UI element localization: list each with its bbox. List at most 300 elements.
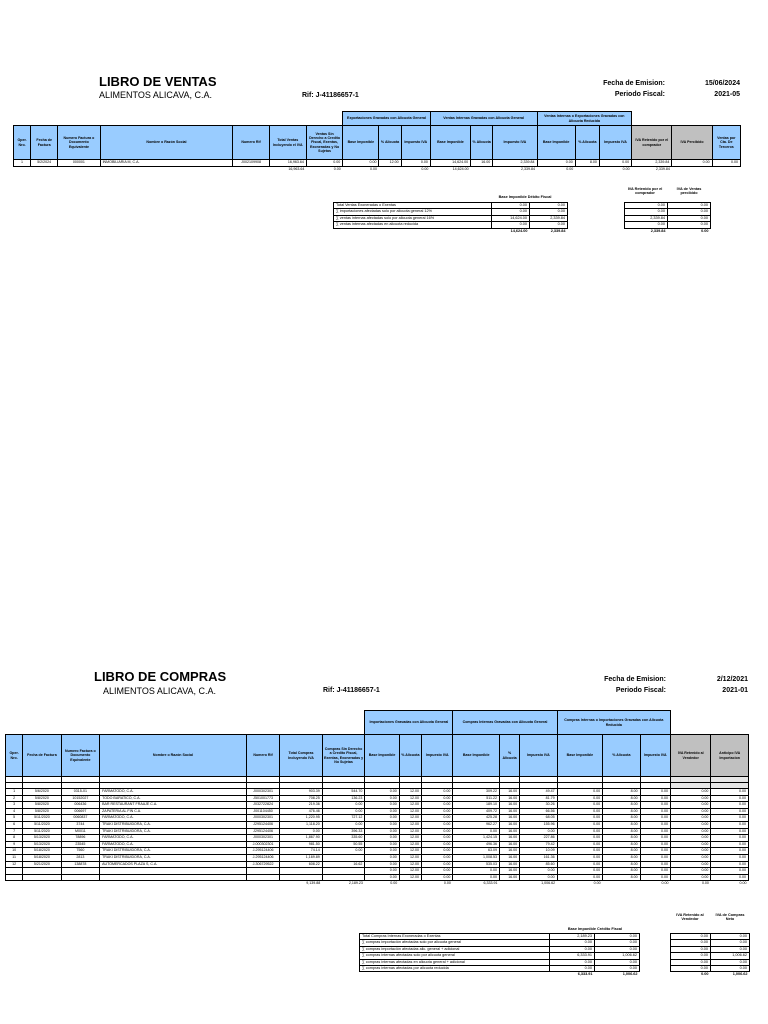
cell-fecha: 5/13/2020	[23, 841, 61, 848]
cell-fecha: 5/8/2020	[23, 808, 61, 815]
cell-numero	[61, 868, 99, 875]
ventas-group-internas: Ventas Internas Gravadas con Alicuota General	[430, 112, 537, 126]
total-cell	[399, 881, 421, 887]
summary-imp: 0.00	[530, 203, 568, 209]
cell-total: 608.22	[280, 861, 323, 868]
cell-alic1: 12.00	[399, 868, 421, 875]
cell-base1: 0.00	[343, 160, 379, 167]
cell-retenido: 0.00	[670, 828, 710, 835]
compras-group-internas: Compras Internas Gravadas con Alicuota General	[453, 711, 557, 735]
cell-alic3: 8.00	[603, 848, 640, 855]
cell-alic3: 8.00	[603, 861, 640, 868]
table-row	[6, 795, 749, 802]
cell-rif	[246, 868, 279, 875]
cell-imp3: 0.00	[640, 789, 670, 796]
total-cell: 1,006.62	[541, 881, 556, 886]
cell-alic2: 16.00	[499, 868, 519, 875]
total-cell: 0.00	[739, 881, 747, 886]
cell-alic3: 8.00	[603, 789, 640, 796]
cell-base2: 14,624.00	[430, 160, 470, 167]
table-row	[6, 789, 749, 796]
cell-imp3: 0.00	[640, 821, 670, 828]
cell-base1: 0.00	[365, 808, 399, 815]
cell-anticipo: 0.00	[711, 828, 749, 835]
cell-alic1: 12.00	[399, 841, 421, 848]
summary-side-val: 0.00	[711, 934, 750, 940]
cell-base2: 0.00	[453, 874, 500, 881]
compras-fecha-value: 2/12/2021	[716, 676, 748, 683]
cell-nombre: INMOBILIARIA M, C.A.	[100, 160, 233, 167]
cell-nombre: TODO BARATICO, C.A.	[100, 795, 247, 802]
cell-sin-derecho: 396.33	[322, 828, 365, 835]
cell-imp3: 0.00	[640, 828, 670, 835]
cell-retenido: 0.00	[670, 789, 710, 796]
cell-retenido: 0.00	[670, 821, 710, 828]
summary-base: 0.00	[550, 959, 595, 965]
table-row	[6, 854, 749, 861]
cell-alic1: 12.00	[379, 160, 401, 167]
summary-total-row	[360, 972, 640, 978]
summary-side-total: 0.00	[701, 972, 709, 977]
table-row	[14, 160, 741, 167]
cell-alic3: 8.00	[603, 828, 640, 835]
table-row	[6, 815, 749, 822]
summary-side-total: 2,339.84	[650, 228, 666, 233]
compras-fecha-label: Fecha de Emision:	[604, 676, 666, 683]
cell-base3: 0.00	[557, 802, 603, 809]
cell-alic2: 16.00	[471, 160, 493, 167]
cell-oper: 2	[6, 795, 23, 802]
summary-side-val: 0.00	[668, 215, 711, 221]
cell-base3: 0.00	[557, 854, 603, 861]
total-cell: 2,339.84	[655, 166, 670, 171]
compras-ledger-table	[5, 710, 749, 887]
cell-fecha	[23, 874, 61, 881]
compras-col-imp1: Impuesto IVA	[422, 735, 453, 777]
cell-nombre: TRAKI DISTRIBUIDORA, C.A.	[100, 854, 247, 861]
cell-rif: J032722824	[246, 802, 279, 809]
total-cell: 0.00	[443, 881, 451, 886]
cell-numero: M0011	[61, 828, 99, 835]
summary-label: ∑ importaciones afectadas solo por alicuota general 12%	[334, 209, 492, 215]
cell-retenido: 0.00	[670, 854, 710, 861]
cell-total: 74.14	[280, 848, 323, 855]
cell-imp1: 0.00	[422, 861, 453, 868]
summary-side-val: 0.00	[625, 209, 668, 215]
ventas-col-base1: Base Imponible	[343, 126, 379, 160]
compras-col-anticipo: Anticipo IVA Importacion	[711, 735, 749, 777]
cell-numero: 2813	[61, 854, 99, 861]
cell-base1: 0.00	[365, 815, 399, 822]
cell-imp1: 0.00	[422, 815, 453, 822]
cell-anticipo: 0.00	[711, 841, 749, 848]
compras-col-alic2: % Alicuota	[499, 735, 519, 777]
table-row	[6, 861, 749, 868]
cell-numero: 7560	[61, 848, 99, 855]
cell-imp2: 49.47	[520, 789, 557, 796]
table-row	[6, 848, 749, 855]
cell-alic1: 12.00	[399, 789, 421, 796]
cell-rif: J-306729522	[246, 861, 279, 868]
summary-label: ∑ compras importación afectadas solo por alicuota general	[360, 940, 550, 946]
cell-oper: 6	[6, 821, 23, 828]
total-cell: 9,139.88	[306, 881, 321, 886]
ventas-company: ALIMENTOS ALICAVA, C.A.	[99, 90, 213, 100]
table-row	[6, 841, 749, 848]
cell-sin-derecho: 0.00	[322, 821, 365, 828]
cell-base1: 0.00	[365, 821, 399, 828]
cell-anticipo: 0.00	[711, 854, 749, 861]
cell-total: 219.36	[280, 802, 323, 809]
cell-base3: 0.00	[557, 795, 603, 802]
cell-base2: 409.72	[453, 808, 500, 815]
summary-side-val: 0.00	[671, 946, 711, 952]
summary-side-total: 0.00	[701, 228, 709, 233]
cell-alic3: 8.00	[575, 160, 599, 167]
cell-base2: 189.10	[453, 802, 500, 809]
cell-base1: 0.00	[365, 828, 399, 835]
cell-imp1: 0.00	[422, 821, 453, 828]
cell-imp3: 0.00	[640, 808, 670, 815]
compras-col-base2: Base Imponible	[453, 735, 500, 777]
cell-base2: 63.09	[453, 848, 500, 855]
cell-base2: 425.28	[453, 815, 500, 822]
cell-rif	[246, 874, 279, 881]
cell-fecha: 5/8/2020	[23, 802, 61, 809]
summary-side-val: 0.00	[711, 946, 750, 952]
cell-sin-derecho: 0.00	[322, 802, 365, 809]
compras-col-base1: Base Imponible	[365, 735, 399, 777]
cell-retenido: 0.00	[670, 835, 710, 842]
summary-side-val: 0.00	[671, 934, 711, 940]
cell-alic2: 16.00	[499, 854, 519, 861]
summary-imp: 1,006.62	[595, 953, 640, 959]
summary-label: ∑ compras importación afectadas alic. general + adicional	[360, 946, 550, 952]
cell-imp2: 81.79	[520, 795, 557, 802]
summary-side-val: 0.00	[671, 966, 711, 972]
cell-nombre: BAR RESTAURANT FRAAJE C.A.	[100, 802, 247, 809]
ventas-col-nombre: Nombre o Razón Social	[100, 126, 233, 160]
cell-base3: 0.00	[557, 874, 603, 881]
cell-alic2: 16.00	[499, 821, 519, 828]
total-cell: 0.00	[622, 166, 630, 171]
cell-imp1: 0.00	[422, 795, 453, 802]
cell-imp2: 68.05	[520, 815, 557, 822]
cell-base1: 0.00	[365, 874, 399, 881]
summary-label: Total Compras Internas Exoneradas o Exentas	[360, 934, 550, 940]
cell-total: 708.25	[280, 795, 323, 802]
cell-alic1: 12.00	[399, 835, 421, 842]
summary-base: 2,189.23	[550, 934, 595, 940]
cell-terceros: 0.00	[712, 160, 740, 167]
cell-retenido: 2,339.84	[632, 160, 672, 167]
total-cell: 0.00	[701, 881, 709, 886]
ventas-col-total: Total Ventas Incluyendo el IVA	[269, 126, 306, 160]
compras-col-fecha: Fecha de Factura	[23, 735, 61, 777]
cell-imp1: 0.00	[422, 802, 453, 809]
cell-anticipo: 0.00	[711, 815, 749, 822]
cell-alic1: 12.00	[399, 808, 421, 815]
summary-label: ∑ ventas internas afectadas en alicuota reducida	[334, 222, 492, 228]
total-cell: 0.00	[369, 166, 377, 171]
cell-sin-derecho: 0.00	[306, 160, 342, 167]
total-cell	[575, 166, 599, 172]
cell-imp1: 0.00	[401, 160, 430, 167]
compras-group-importaciones: Importaciones Gravadas con Alicuota General	[365, 711, 453, 735]
cell-total	[280, 874, 323, 881]
cell-nombre: ZAPATERIA AL FIN C.A.	[100, 808, 247, 815]
summary-label: ∑ compras internas afectadas en alicuota general + adicional	[360, 959, 550, 965]
summary-imp: 0.00	[530, 209, 568, 215]
total-cell: 6,333.91	[483, 881, 498, 886]
summary-imp: 0.00	[530, 222, 568, 228]
cell-imp2: 79.42	[520, 841, 557, 848]
ventas-col-alic2: % Alicuota	[471, 126, 493, 160]
cell-numero: 006697	[61, 808, 99, 815]
ventas-summary-side-header-2: IVA de Ventas percibido	[676, 187, 702, 195]
summary-base: 14,624.00	[492, 215, 530, 221]
cell-total: 476.46	[280, 808, 323, 815]
ventas-col-fecha: Fecha de Factura	[31, 126, 58, 160]
cell-imp3: 0.00	[640, 861, 670, 868]
summary-total-base: 14,624.00	[510, 228, 528, 233]
ventas-title: LIBRO DE VENTAS	[99, 74, 217, 89]
ventas-col-imp3: Impuesto IVA	[599, 126, 631, 160]
compras-summary-table	[359, 933, 640, 978]
cell-sin-derecho: 16.62	[322, 861, 365, 868]
cell-fecha: 5/8/2020	[23, 795, 61, 802]
cell-base2: 535.03	[453, 861, 500, 868]
cell-sin-derecho: 727.12	[322, 815, 365, 822]
cell-imp1: 0.00	[422, 841, 453, 848]
cell-alic2: 16.00	[499, 808, 519, 815]
ventas-group-reducida: Ventas Internas o Exportaciones Gravadas con Alicuota Reducida	[537, 112, 632, 126]
cell-oper: 12	[6, 861, 23, 868]
cell-alic3: 8.00	[603, 821, 640, 828]
cell-imp2: 155.96	[520, 821, 557, 828]
cell-fecha: 5/2/2024	[31, 160, 58, 167]
cell-retenido: 0.00	[670, 795, 710, 802]
summary-side-total-row	[625, 228, 711, 234]
summary-side-val: 0.00	[668, 222, 711, 228]
ventas-col-numero: Numero Factura o Documento Equivalente	[58, 126, 100, 160]
total-cell: 0.00	[421, 166, 429, 171]
cell-base1: 0.00	[365, 835, 399, 842]
cell-base2: 309.22	[453, 789, 500, 796]
summary-side-val: 0.00	[711, 966, 750, 972]
cell-anticipo: 0.00	[711, 802, 749, 809]
cell-sin-derecho: 136.23	[322, 795, 365, 802]
table-row	[6, 868, 749, 875]
total-cell: 14,624.00	[452, 166, 469, 171]
cell-sin-derecho: 0.00	[322, 848, 365, 855]
cell-imp3: 0.00	[640, 854, 670, 861]
cell-nombre: AUTOMERCADOS PLAZA S, C.A.	[100, 861, 247, 868]
summary-base: 0.00	[492, 203, 530, 209]
compras-totals-row	[6, 881, 749, 887]
cell-oper	[6, 868, 23, 875]
cell-base2: 1,008.53	[453, 854, 500, 861]
cell-imp2: 85.60	[520, 861, 557, 868]
compras-periodo-label: Periodo Fiscal:	[615, 687, 666, 694]
compras-col-rif: Numero Rif	[246, 735, 279, 777]
cell-imp2: 66.56	[520, 808, 557, 815]
cell-imp1: 0.00	[422, 874, 453, 881]
ventas-fecha-label: Fecha de Emision:	[603, 80, 665, 87]
cell-total: 1,169.89	[280, 854, 323, 861]
cell-retenido: 0.00	[670, 808, 710, 815]
table-row	[6, 821, 749, 828]
summary-side-val: 0.00	[711, 940, 750, 946]
ventas-col-percibido: IVA Percibido	[672, 126, 712, 160]
ventas-summary-side-header-1: IVA Retenido por el comprador	[627, 187, 663, 195]
total-cell: 2,339.84	[521, 166, 536, 171]
cell-imp1: 0.00	[422, 808, 453, 815]
cell-alic1: 12.00	[399, 848, 421, 855]
compras-col-retenido: IVA Retenido al Vendedor	[670, 735, 710, 777]
cell-alic2: 16.00	[499, 841, 519, 848]
table-row	[6, 874, 749, 881]
summary-imp: 0.00	[595, 934, 640, 940]
summary-side-val: 0.00	[668, 203, 711, 209]
total-cell: 0.00	[593, 881, 601, 886]
cell-fecha: 5/13/2020	[23, 835, 61, 842]
summary-total-row	[334, 228, 568, 234]
cell-imp3: 0.00	[640, 874, 670, 881]
cell-base3: 0.00	[557, 868, 603, 875]
ventas-summary-header: Base Imponible Débito Fiscal	[498, 195, 552, 199]
ventas-col-base3: Base Imponible	[537, 126, 575, 160]
compras-col-base3: Base Imponible	[557, 735, 603, 777]
cell-alic3: 8.00	[603, 868, 640, 875]
cell-numero: 78896	[61, 835, 99, 842]
cell-rif: J-295124406	[246, 854, 279, 861]
cell-numero: 138878	[61, 861, 99, 868]
cell-imp3: 0.00	[640, 815, 670, 822]
ventas-col-retenido: IVA Retenido por el comprador	[632, 126, 672, 160]
cell-rif: J-295124406	[246, 848, 279, 855]
table-row	[6, 828, 749, 835]
cell-imp1: 0.00	[422, 828, 453, 835]
compras-col-alic3: % Alicuota	[603, 735, 640, 777]
summary-label: Total Ventas Exoneradas o Exentas	[334, 203, 492, 209]
cell-base3: 0.00	[557, 815, 603, 822]
cell-base1: 0.00	[365, 868, 399, 875]
cell-nombre: FARMATODO, C.A.	[100, 835, 247, 842]
cell-rif: J295124406	[246, 821, 279, 828]
cell-oper	[6, 874, 23, 881]
cell-alic1: 12.00	[399, 815, 421, 822]
cell-rif: J000302301	[246, 815, 279, 822]
cell-oper: 3	[6, 802, 23, 809]
total-cell: 16,963.64	[288, 166, 305, 171]
cell-imp3: 0.00	[599, 160, 631, 167]
cell-base1: 0.00	[365, 848, 399, 855]
compras-col-alic1: % Alicuota	[399, 735, 421, 777]
cell-total: 16,963.64	[269, 160, 306, 167]
cell-retenido: 0.00	[670, 841, 710, 848]
cell-alic2: 16.00	[499, 795, 519, 802]
compras-rif: Rif: J-41186657-1	[323, 687, 380, 694]
cell-fecha	[23, 868, 61, 875]
cell-oper: 11	[6, 854, 23, 861]
ventas-col-terceros: Ventas por Cta. De Terceros	[712, 126, 740, 160]
cell-imp1: 0.00	[422, 835, 453, 842]
summary-imp: 0.00	[595, 946, 640, 952]
cell-rif: J002109908	[233, 160, 269, 167]
cell-base3: 0.00	[557, 835, 603, 842]
cell-base2: 511.22	[453, 795, 500, 802]
compras-col-numero: Numero Factura o Documento Equivalente	[61, 735, 99, 777]
cell-imp2: 30.26	[520, 802, 557, 809]
cell-rif: J295124406	[246, 828, 279, 835]
ventas-totals-row	[14, 166, 741, 172]
compras-summary-side-header-1: IVA Retenido al Vendedor	[676, 913, 704, 921]
cell-alic3: 8.00	[603, 802, 640, 809]
cell-alic3: 8.00	[603, 874, 640, 881]
cell-imp3: 0.00	[640, 795, 670, 802]
cell-nombre: FARMATODO, C.A.	[100, 789, 247, 796]
cell-imp1: 0.00	[422, 848, 453, 855]
cell-sin-derecho	[322, 874, 365, 881]
total-cell: 0.00	[333, 166, 341, 171]
cell-nombre: TRAKI DISTRIBUIDORA, C.A.	[100, 821, 247, 828]
cell-alic1: 12.00	[399, 854, 421, 861]
cell-sin-derecho	[322, 868, 365, 875]
summary-imp: 0.00	[595, 940, 640, 946]
cell-nombre	[100, 874, 247, 881]
summary-side-val: 0.00	[711, 959, 750, 965]
cell-numero: 0315-01	[61, 789, 99, 796]
cell-sin-derecho	[322, 854, 365, 861]
cell-retenido: 0.00	[670, 815, 710, 822]
ventas-fecha-value: 15/06/2024	[704, 80, 740, 87]
cell-nombre: TRAKI DISTRIBUIDORA, C.A.	[100, 828, 247, 835]
cell-oper: 9	[6, 841, 23, 848]
compras-col-total: Total Compras Incluyendo IVA	[280, 735, 323, 777]
cell-anticipo: 0.00	[711, 789, 749, 796]
cell-oper: 1	[14, 160, 31, 167]
cell-sin-derecho: 335.60	[322, 835, 365, 842]
ventas-col-imp1: Impuesto IVA	[401, 126, 430, 160]
cell-percibido: 0.00	[672, 160, 712, 167]
cell-retenido: 0.00	[670, 868, 710, 875]
cell-alic1: 12.00	[399, 874, 421, 881]
summary-imp: 0.00	[595, 959, 640, 965]
cell-rif: J000302301	[246, 789, 279, 796]
cell-alic2: 16.00	[499, 815, 519, 822]
cell-nombre: FARMATODO, C.A.	[100, 815, 247, 822]
total-cell	[603, 881, 640, 887]
cell-oper: 10	[6, 848, 23, 855]
cell-numero: 23545	[61, 841, 99, 848]
cell-numero: 0060837	[61, 815, 99, 822]
ventas-rif: Rif: J-41186657-1	[302, 92, 359, 99]
summary-side-val: 0.00	[671, 940, 711, 946]
cell-imp2: 0.00	[520, 874, 557, 881]
cell-imp3: 0.00	[640, 835, 670, 842]
ventas-col-alic3: % Alicuota	[575, 126, 599, 160]
compras-summary-side-table	[670, 933, 750, 978]
summary-imp: 2,339.84	[530, 215, 568, 221]
cell-total: 1,118.20	[280, 821, 323, 828]
cell-numero	[61, 874, 99, 881]
cell-nombre: TRAKI DISTRIBUIDORA, C.A.	[100, 848, 247, 855]
summary-total-base: 6,333.91	[577, 972, 593, 977]
cell-alic2: 16.00	[499, 835, 519, 842]
cell-alic3: 8.00	[603, 795, 640, 802]
summary-base: 0.00	[550, 946, 595, 952]
